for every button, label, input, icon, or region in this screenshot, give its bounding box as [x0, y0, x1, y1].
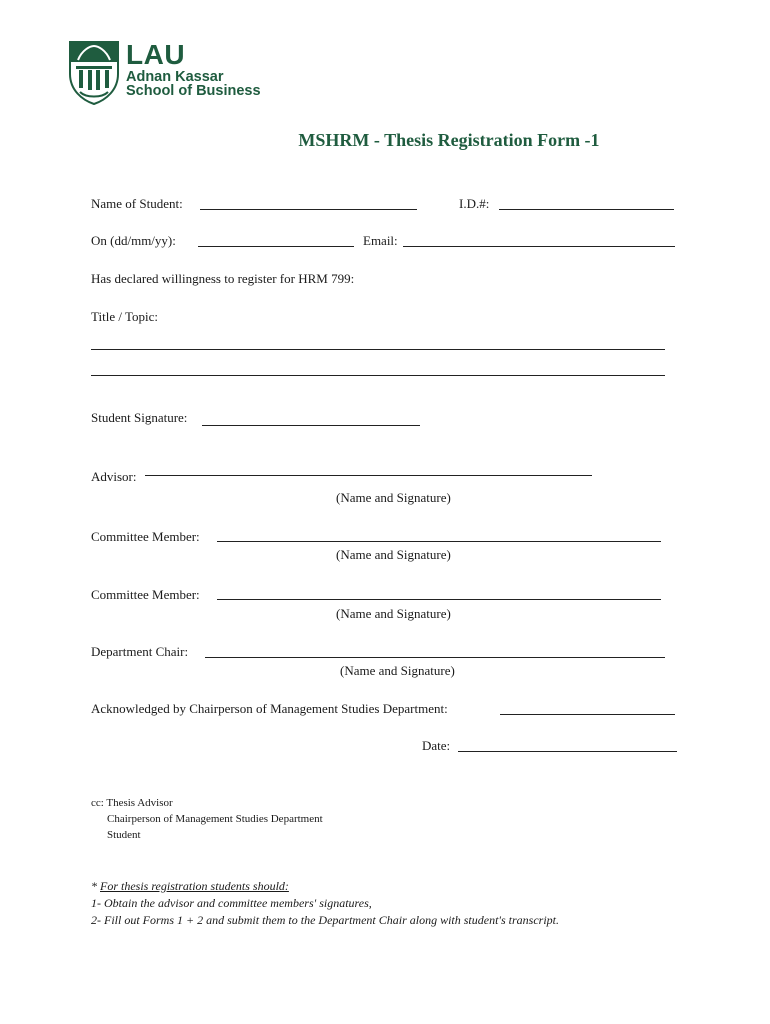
- notes-item-2: 2- Fill out Forms 1 + 2 and submit them to the Department Chair along with student's transcript.: [91, 913, 559, 927]
- id-label: I.D.#:: [459, 196, 490, 211]
- cc-line-3: Student: [107, 829, 141, 841]
- advisor-field[interactable]: [145, 475, 592, 476]
- advisor-caption: (Name and Signature): [336, 490, 451, 505]
- email-label: Email:: [363, 233, 398, 248]
- committee-member-2-field[interactable]: [217, 599, 661, 600]
- school-seal-logo: [68, 40, 120, 106]
- department-chair-label: Department Chair:: [91, 644, 189, 659]
- committee-member-1-field[interactable]: [217, 541, 661, 542]
- notes-heading: [91, 878, 289, 895]
- title-topic-line-1[interactable]: [91, 349, 665, 350]
- cc-line-2: Chairperson of Management Studies Department: [107, 813, 323, 825]
- department-chair-caption: (Name and Signature): [340, 663, 455, 678]
- advisor-label: Advisor:: [91, 469, 137, 484]
- name-field[interactable]: [200, 209, 417, 210]
- notes-heading-text: For thesis registration students should:: [100, 879, 289, 893]
- title-topic-line-2[interactable]: [91, 375, 665, 376]
- committee-member-2-label: Committee Member:: [91, 587, 200, 602]
- acknowledged-label: Acknowledged by Chairperson of Management Studies Department:: [91, 701, 448, 716]
- date-field[interactable]: [198, 246, 354, 247]
- committee-member-2-caption: (Name and Signature): [336, 606, 451, 621]
- committee-member-1-caption: (Name and Signature): [336, 547, 451, 562]
- cc-line-1: cc: Thesis Advisor: [91, 797, 173, 809]
- id-field[interactable]: [499, 209, 674, 210]
- form-title: MSHRM - Thesis Registration Form -1: [298, 130, 600, 150]
- declared-text: Has declared willingness to register for HRM 799:: [91, 271, 355, 286]
- student-signature-field[interactable]: [202, 425, 420, 426]
- department-chair-field[interactable]: [205, 657, 665, 658]
- name-label: Name of Student:: [91, 196, 183, 211]
- date-sign-label: Date:: [422, 738, 451, 753]
- logo-line-1: Adnan Kassar: [126, 69, 224, 85]
- title-topic-label: Title / Topic:: [91, 309, 158, 324]
- date-label: On (dd/mm/yy):: [91, 233, 176, 248]
- notes-item-1: 1- Obtain the advisor and committee members' signatures,: [91, 896, 372, 910]
- email-field[interactable]: [403, 246, 675, 247]
- acknowledged-field[interactable]: [500, 714, 675, 715]
- notes-heading-prefix: *: [91, 879, 100, 893]
- student-signature-label: Student Signature:: [91, 410, 188, 425]
- logo-wordmark: LAU: [126, 39, 186, 70]
- date-sign-field[interactable]: [458, 751, 677, 752]
- committee-member-1-label: Committee Member:: [91, 529, 200, 544]
- logo-line-2: School of Business: [126, 83, 261, 99]
